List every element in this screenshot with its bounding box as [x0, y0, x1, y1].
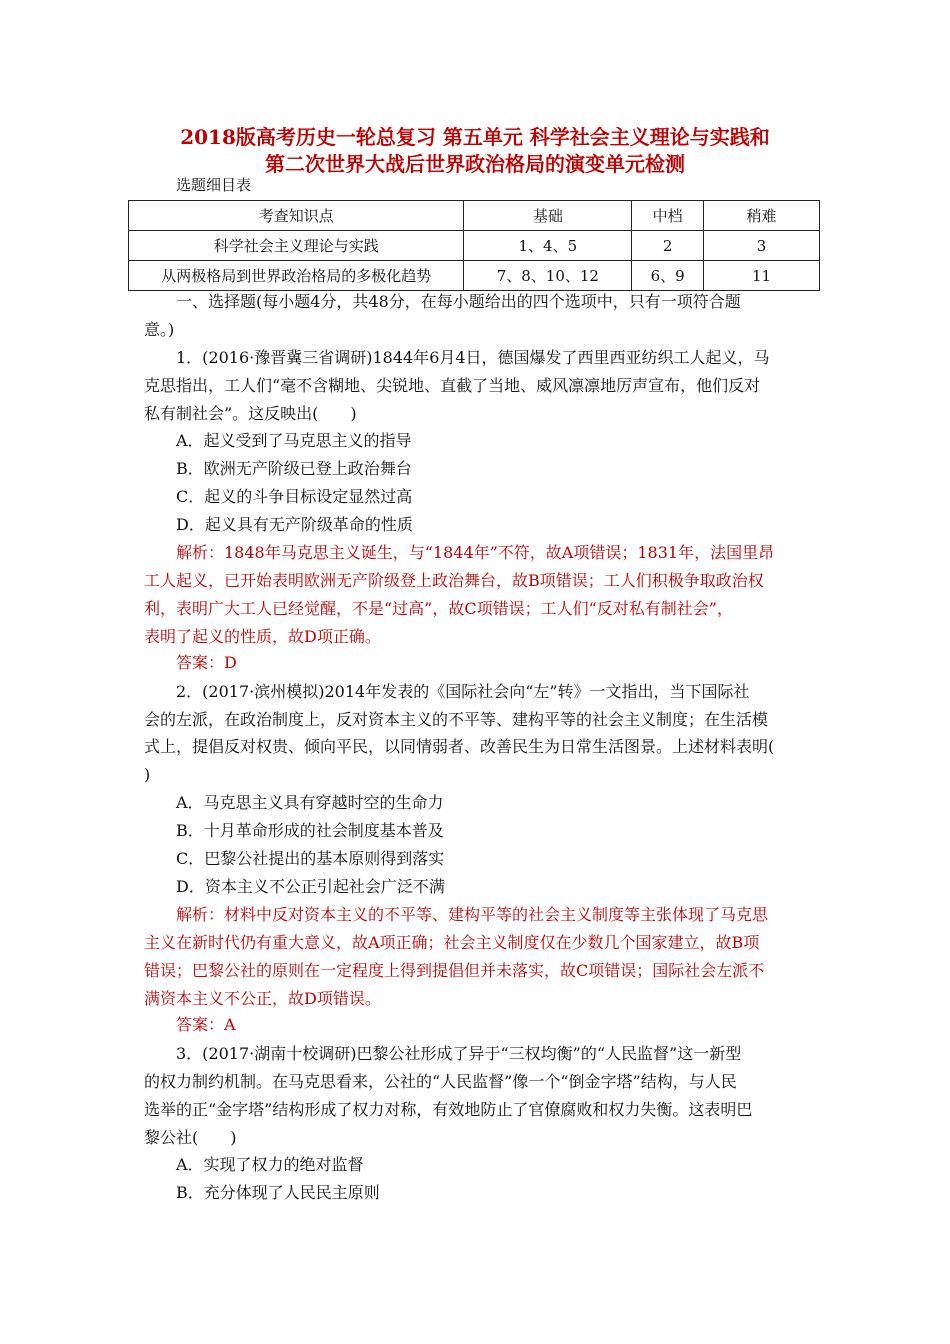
q1-option-a: A．起义受到了马克思主义的指导	[176, 431, 412, 450]
table-header-row	[129, 201, 820, 231]
q1-analysis-line: 表明了起义的性质，故D项正确。	[144, 627, 381, 646]
table-cell: 1、4、5	[464, 231, 632, 261]
table-cell: 从两极格局到世界政治格局的多极化趋势	[129, 261, 464, 291]
q2-analysis-line: 主义在新时代仍有重大意义，故A项正确；社会主义制度仅在少数几个国家建立，故B项	[144, 933, 760, 952]
q1-stem-line: 私有制社会”。这反映出( )	[144, 404, 357, 423]
table-cell: 7、8、10、12	[464, 261, 632, 291]
q3-stem-line: 黎公社( )	[144, 1128, 237, 1147]
q2-stem-line: )	[144, 765, 151, 784]
table-cell: 2	[632, 231, 704, 261]
q1-stem-line: 克思指出，工人们“毫不含糊地、尖锐地、直截了当地、威风凛凛地厉声宣布，他们反对	[144, 376, 761, 395]
table-cell: 科学社会主义理论与实践	[129, 231, 464, 261]
q2-stem-line: 式上，提倡反对权贵、倾向平民，以同情弱者、改善民生为日常生活图景。上述材料表明(	[144, 737, 775, 756]
table-row	[129, 261, 820, 291]
document-title-line-1: 2018版高考历史一轮总复习 第五单元 科学社会主义理论与实践和	[180, 125, 770, 149]
table-header-cell: 考查知识点	[129, 201, 464, 231]
q1-stem-line: 1．(2016·豫晋冀三省调研)1844年6月4日，德国爆发了西里西亚纺织工人起义，马	[176, 348, 770, 367]
q3-option-b: B．充分体现了人民民主原则	[176, 1183, 380, 1202]
table-header-cell: 稍难	[704, 201, 820, 231]
topic-table	[128, 200, 820, 291]
q3-stem-line: 选举的正“金字塔”结构形成了权力对称，有效地防止了官僚腐败和权力失衡。这表明巴	[144, 1100, 753, 1119]
q2-stem-line: 2．(2017·滨州模拟)2014年发表的《国际社会向“左”转》一文指出，当下国际社	[176, 682, 750, 701]
q3-option-a: A．实现了权力的绝对监督	[176, 1155, 364, 1174]
section-heading: 一、选择题(每小题4分，共48分，在每小题给出的四个选项中，只有一项符合题	[176, 292, 741, 311]
table-cell: 6、9	[632, 261, 704, 291]
q2-option-b: B．十月革命形成的社会制度基本普及	[176, 821, 444, 840]
q3-stem-line: 3．(2017·湖南十校调研)巴黎公社形成了异于“三权均衡”的“人民监督”这一新型	[176, 1044, 742, 1063]
table-header-cell: 中档	[632, 201, 704, 231]
document-title-line-2: 第二次世界大战后世界政治格局的演变单元检测	[265, 152, 685, 176]
section-heading-cont: 意。)	[144, 320, 175, 339]
q1-option-c: C．起义的斗争目标设定显然过高	[176, 487, 413, 506]
q2-stem-line: 会的左派，在政治制度上，反对资本主义的不平等、建构平等的社会主义制度；在生活模	[144, 710, 769, 729]
q1-option-d: D．起义具有无产阶级革命的性质	[176, 515, 413, 534]
q2-option-d: D．资本主义不公正引起社会广泛不满	[176, 877, 445, 896]
q1-analysis-line: 利，表明广大工人已经觉醒，不是“过高”，故C项错误；工人们“反对私有制社会”，	[144, 599, 733, 618]
q2-answer: 答案：A	[176, 1015, 236, 1034]
table-header-cell: 基础	[464, 201, 632, 231]
q1-analysis-line: 工人起义，已开始表明欧洲无产阶级登上政治舞台，故B项错误；工人们积极争取政治权	[144, 571, 764, 590]
q2-analysis-line: 满资本主义不公正，故D项错误。	[144, 989, 381, 1008]
table-caption: 选题细目表	[176, 176, 252, 194]
table-cell: 3	[704, 231, 820, 261]
q2-analysis-line: 错误；巴黎公社的原则在一定程度上得到提倡但并未落实，故C项错误；国际社会左派不	[144, 961, 765, 980]
q2-analysis-line: 解析：材料中反对资本主义的不平等、建构平等的社会主义制度等主张体现了马克思	[176, 905, 769, 924]
q1-analysis-line: 解析：1848年马克思主义诞生，与“1844年”不符，故A项错误；1831年，法国里昂	[176, 543, 775, 562]
q1-option-b: B．欧洲无产阶级已登上政治舞台	[176, 459, 412, 478]
q2-option-c: C．巴黎公社提出的基本原则得到落实	[176, 849, 445, 868]
table-row	[129, 231, 820, 261]
q2-option-a: A．马克思主义具有穿越时空的生命力	[176, 793, 444, 812]
q1-answer: 答案：D	[176, 653, 237, 672]
q3-stem-line: 的权力制约机制。在马克思看来，公社的“人民监督”像一个“倒金字塔”结构，与人民	[144, 1072, 737, 1091]
table-cell: 11	[704, 261, 820, 291]
